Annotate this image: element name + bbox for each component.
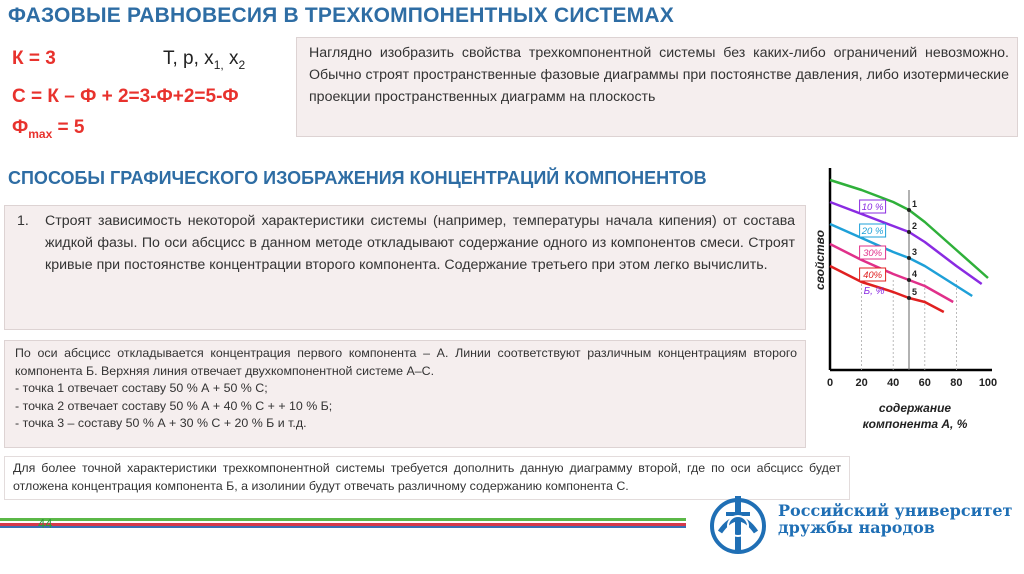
data-point-label: 2 — [912, 221, 918, 231]
university-name: Российский университет дружбы народов — [778, 501, 1013, 537]
x-axis-label-line1: содержание — [878, 401, 952, 415]
series-line — [830, 202, 982, 284]
data-point — [907, 256, 911, 260]
explanation-point: - точка 1 отвечает составу 50 % А + 50 % С; — [15, 381, 268, 395]
data-point-label: 4 — [912, 269, 918, 279]
footer-stripe-blue — [0, 526, 686, 528]
data-point-label: 3 — [912, 247, 918, 257]
x-tick-label: 60 — [918, 377, 931, 389]
series-label: 30% — [863, 248, 883, 259]
series-label: 20 % — [861, 226, 884, 237]
intro-text: Наглядно изобразить свойства трехкомпонентной системы без каких-либо ограничений невозможно. Обычно строят пространственные фазовые диаграммы при постоянстве давления, либо изотермические проекции пространственных диаграмм на плоскость — [309, 45, 1009, 105]
series-label: 40% — [863, 270, 883, 281]
max-phases: $Ф_{max} = 5$ — [12, 117, 85, 141]
x-tick-label: 0 — [826, 377, 834, 389]
explanation-point: - точка 3 – составу 50 % А + 30 % С + 20 % Б и т.д. — [15, 416, 307, 430]
explanation-box — [4, 340, 806, 448]
x-tick-label: 40 — [887, 377, 900, 389]
method-text: Строят зависимость некоторой характеристики системы (например, температуры начала кипения) от состава жидкой фазы. По оси абсцисс в данном методе откладывают содержание одного из компонентов смеси. Строят кривые при постоянстве концентрации второго компонента. Содержание третьего при этом легко вычислить. — [45, 213, 795, 273]
y-axis-label: свойство — [813, 230, 827, 290]
series-line — [830, 224, 972, 296]
x-tick-label: 20 — [855, 377, 868, 389]
label-b: Б, % — [863, 286, 885, 297]
data-point-label: 5 — [912, 287, 918, 297]
data-point-label: 1 — [912, 199, 918, 209]
component-count: К = 3 — [12, 48, 56, 69]
slide-number: 44 — [38, 516, 53, 531]
explanation-paragraph: По оси абсцисс откладывается концентрация первого компонента – А. Линии соответствуют различным концентрациям второго компонента Б. Верхняя линия отвечает двухкомпонентной системе А–С. — [15, 346, 797, 378]
method-1-box — [4, 205, 806, 330]
method-number: 1. — [17, 213, 29, 229]
x-axis-label-line2: компонента А, % — [862, 417, 968, 431]
series-label: 10 % — [861, 202, 884, 213]
data-point — [907, 230, 911, 234]
x-tick-label: 100 — [978, 377, 998, 389]
section-subtitle: СПОСОБЫ ГРАФИЧЕСКОГО ИЗОБРАЖЕНИЯ КОНЦЕНТРАЦИЙ КОМПОНЕНТОВ — [8, 168, 707, 188]
x-tick-label: 80 — [950, 377, 963, 389]
state-variables: T, p, $x_{1,}$ $x_2$ — [163, 48, 246, 72]
page-title: ФАЗОВЫЕ РАВНОВЕСИЯ В ТРЕХКОМПОНЕНТНЫХ СИСТЕМАХ — [8, 4, 674, 27]
property-composition-chart — [812, 160, 1024, 450]
data-point — [907, 296, 911, 300]
phase-rule-formula: С = К – Ф + 2=3-Ф+2=5-Ф — [12, 86, 239, 107]
series-line — [830, 266, 944, 312]
university-logo-icon — [706, 492, 770, 556]
intro-text-box — [296, 37, 1018, 137]
data-point — [907, 208, 911, 212]
data-point — [907, 278, 911, 282]
footer-text: Для более точной характеристики трехкомпонентной системы требуется дополнить данную диаграмму второй, где по оси абсцисс будет отложена концентрация компонента Б, а изолинии будут отвечать различному содержанию компонента С. — [13, 461, 841, 493]
explanation-point: - точка 2 отвечает составу 50 % А + 40 % С + + 10 % Б; — [15, 398, 333, 413]
